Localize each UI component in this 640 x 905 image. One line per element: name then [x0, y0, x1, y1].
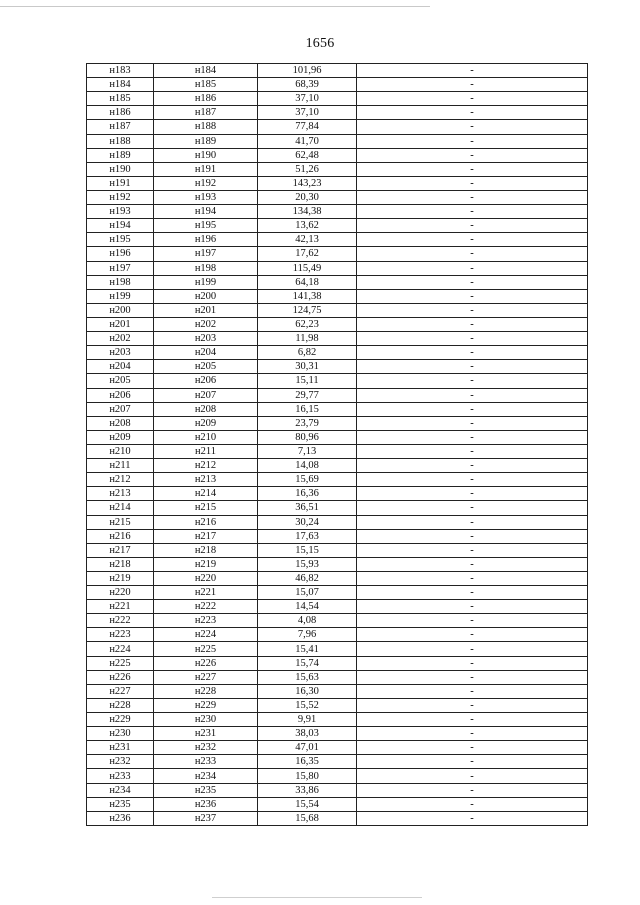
- table-row: [87, 176, 588, 190]
- from-point-cell: н217: [87, 543, 154, 557]
- table-row: [87, 713, 588, 727]
- length-cell: 15,15: [258, 543, 357, 557]
- note-cell: -: [357, 92, 588, 106]
- to-point-cell: н211: [154, 444, 258, 458]
- to-point-cell: н203: [154, 332, 258, 346]
- to-point-cell: н210: [154, 430, 258, 444]
- table-row: [87, 755, 588, 769]
- note-cell: -: [357, 289, 588, 303]
- to-point-cell: н202: [154, 317, 258, 331]
- table-row: [87, 190, 588, 204]
- to-point-cell: н219: [154, 557, 258, 571]
- table-row: [87, 430, 588, 444]
- from-point-cell: н197: [87, 261, 154, 275]
- length-cell: 17,62: [258, 247, 357, 261]
- note-cell: -: [357, 444, 588, 458]
- from-point-cell: н224: [87, 642, 154, 656]
- table-row: [87, 586, 588, 600]
- table-row: [87, 797, 588, 811]
- note-cell: -: [357, 543, 588, 557]
- table-row: [87, 360, 588, 374]
- to-point-cell: н222: [154, 600, 258, 614]
- length-cell: 6,82: [258, 346, 357, 360]
- note-cell: -: [357, 628, 588, 642]
- table-row: [87, 473, 588, 487]
- table-row: [87, 444, 588, 458]
- length-cell: 143,23: [258, 176, 357, 190]
- length-cell: 37,10: [258, 106, 357, 120]
- to-point-cell: н215: [154, 501, 258, 515]
- from-point-cell: н205: [87, 374, 154, 388]
- table-row: [87, 92, 588, 106]
- from-point-cell: н200: [87, 303, 154, 317]
- note-cell: -: [357, 134, 588, 148]
- from-point-cell: н213: [87, 487, 154, 501]
- note-cell: -: [357, 176, 588, 190]
- from-point-cell: н185: [87, 92, 154, 106]
- scan-edge-line-top: [0, 6, 430, 7]
- to-point-cell: н191: [154, 162, 258, 176]
- to-point-cell: н226: [154, 656, 258, 670]
- to-point-cell: н206: [154, 374, 258, 388]
- from-point-cell: н234: [87, 783, 154, 797]
- note-cell: -: [357, 571, 588, 585]
- table-row: [87, 557, 588, 571]
- to-point-cell: н235: [154, 783, 258, 797]
- to-point-cell: н213: [154, 473, 258, 487]
- from-point-cell: н188: [87, 134, 154, 148]
- from-point-cell: н202: [87, 332, 154, 346]
- length-cell: 16,30: [258, 684, 357, 698]
- note-cell: -: [357, 459, 588, 473]
- to-point-cell: н236: [154, 797, 258, 811]
- length-cell: 37,10: [258, 92, 357, 106]
- note-cell: -: [357, 148, 588, 162]
- length-cell: 15,52: [258, 698, 357, 712]
- length-cell: 23,79: [258, 416, 357, 430]
- table-row: [87, 783, 588, 797]
- length-cell: 29,77: [258, 388, 357, 402]
- length-cell: 38,03: [258, 727, 357, 741]
- note-cell: -: [357, 670, 588, 684]
- from-point-cell: н194: [87, 219, 154, 233]
- length-cell: 14,54: [258, 600, 357, 614]
- to-point-cell: н227: [154, 670, 258, 684]
- table-row: [87, 642, 588, 656]
- length-cell: 9,91: [258, 713, 357, 727]
- length-cell: 15,41: [258, 642, 357, 656]
- from-point-cell: н199: [87, 289, 154, 303]
- length-cell: 16,35: [258, 755, 357, 769]
- from-point-cell: н184: [87, 78, 154, 92]
- from-point-cell: н227: [87, 684, 154, 698]
- from-point-cell: н183: [87, 64, 154, 78]
- note-cell: -: [357, 529, 588, 543]
- table-row: [87, 346, 588, 360]
- table-body: [87, 64, 588, 826]
- to-point-cell: н199: [154, 275, 258, 289]
- to-point-cell: н197: [154, 247, 258, 261]
- note-cell: -: [357, 473, 588, 487]
- to-point-cell: н229: [154, 698, 258, 712]
- length-cell: 15,63: [258, 670, 357, 684]
- table-row: [87, 275, 588, 289]
- to-point-cell: н184: [154, 64, 258, 78]
- note-cell: -: [357, 388, 588, 402]
- note-cell: -: [357, 64, 588, 78]
- note-cell: -: [357, 247, 588, 261]
- length-cell: 15,93: [258, 557, 357, 571]
- table-row: [87, 543, 588, 557]
- table-row: [87, 459, 588, 473]
- length-cell: 30,31: [258, 360, 357, 374]
- note-cell: -: [357, 656, 588, 670]
- length-cell: 4,08: [258, 614, 357, 628]
- boundary-segments-table: [86, 63, 588, 826]
- table-row: [87, 670, 588, 684]
- table-row: [87, 698, 588, 712]
- from-point-cell: н235: [87, 797, 154, 811]
- table-row: [87, 120, 588, 134]
- from-point-cell: н190: [87, 162, 154, 176]
- note-cell: -: [357, 106, 588, 120]
- from-point-cell: н211: [87, 459, 154, 473]
- from-point-cell: н201: [87, 317, 154, 331]
- table-row: [87, 219, 588, 233]
- note-cell: -: [357, 233, 588, 247]
- to-point-cell: н214: [154, 487, 258, 501]
- length-cell: 124,75: [258, 303, 357, 317]
- table-row: [87, 205, 588, 219]
- note-cell: -: [357, 303, 588, 317]
- from-point-cell: н207: [87, 402, 154, 416]
- from-point-cell: н226: [87, 670, 154, 684]
- table-row: [87, 727, 588, 741]
- from-point-cell: н233: [87, 769, 154, 783]
- table-row: [87, 388, 588, 402]
- from-point-cell: н212: [87, 473, 154, 487]
- to-point-cell: н225: [154, 642, 258, 656]
- to-point-cell: н217: [154, 529, 258, 543]
- note-cell: -: [357, 487, 588, 501]
- length-cell: 41,70: [258, 134, 357, 148]
- table-row: [87, 78, 588, 92]
- length-cell: 80,96: [258, 430, 357, 444]
- length-cell: 101,96: [258, 64, 357, 78]
- note-cell: -: [357, 797, 588, 811]
- note-cell: -: [357, 120, 588, 134]
- to-point-cell: н209: [154, 416, 258, 430]
- note-cell: -: [357, 360, 588, 374]
- length-cell: 62,48: [258, 148, 357, 162]
- table-row: [87, 247, 588, 261]
- from-point-cell: н193: [87, 205, 154, 219]
- length-cell: 115,49: [258, 261, 357, 275]
- note-cell: -: [357, 261, 588, 275]
- note-cell: -: [357, 374, 588, 388]
- table-row: [87, 332, 588, 346]
- note-cell: -: [357, 219, 588, 233]
- from-point-cell: н192: [87, 190, 154, 204]
- note-cell: -: [357, 162, 588, 176]
- table-row: [87, 261, 588, 275]
- to-point-cell: н186: [154, 92, 258, 106]
- to-point-cell: н194: [154, 205, 258, 219]
- length-cell: 42,13: [258, 233, 357, 247]
- table-row: [87, 684, 588, 698]
- length-cell: 11,98: [258, 332, 357, 346]
- to-point-cell: н231: [154, 727, 258, 741]
- from-point-cell: н222: [87, 614, 154, 628]
- from-point-cell: н189: [87, 148, 154, 162]
- table-row: [87, 402, 588, 416]
- length-cell: 77,84: [258, 120, 357, 134]
- to-point-cell: н188: [154, 120, 258, 134]
- length-cell: 16,36: [258, 487, 357, 501]
- to-point-cell: н185: [154, 78, 258, 92]
- table-row: [87, 811, 588, 825]
- length-cell: 15,11: [258, 374, 357, 388]
- from-point-cell: н186: [87, 106, 154, 120]
- length-cell: 15,74: [258, 656, 357, 670]
- to-point-cell: н207: [154, 388, 258, 402]
- from-point-cell: н215: [87, 515, 154, 529]
- length-cell: 47,01: [258, 741, 357, 755]
- from-point-cell: н221: [87, 600, 154, 614]
- from-point-cell: н220: [87, 586, 154, 600]
- note-cell: -: [357, 557, 588, 571]
- table-row: [87, 614, 588, 628]
- table-row: [87, 487, 588, 501]
- table-row: [87, 64, 588, 78]
- from-point-cell: н204: [87, 360, 154, 374]
- to-point-cell: н237: [154, 811, 258, 825]
- table-row: [87, 628, 588, 642]
- length-cell: 20,30: [258, 190, 357, 204]
- to-point-cell: н195: [154, 219, 258, 233]
- length-cell: 14,08: [258, 459, 357, 473]
- length-cell: 68,39: [258, 78, 357, 92]
- from-point-cell: н206: [87, 388, 154, 402]
- table-row: [87, 416, 588, 430]
- to-point-cell: н218: [154, 543, 258, 557]
- note-cell: -: [357, 600, 588, 614]
- length-cell: 62,23: [258, 317, 357, 331]
- table-row: [87, 656, 588, 670]
- to-point-cell: н204: [154, 346, 258, 360]
- page-number: 1656: [305, 36, 335, 51]
- note-cell: -: [357, 642, 588, 656]
- from-point-cell: н191: [87, 176, 154, 190]
- length-cell: 141,38: [258, 289, 357, 303]
- length-cell: 15,68: [258, 811, 357, 825]
- table-row: [87, 571, 588, 585]
- note-cell: -: [357, 698, 588, 712]
- length-cell: 134,38: [258, 205, 357, 219]
- length-cell: 15,80: [258, 769, 357, 783]
- from-point-cell: н219: [87, 571, 154, 585]
- to-point-cell: н200: [154, 289, 258, 303]
- to-point-cell: н216: [154, 515, 258, 529]
- to-point-cell: н192: [154, 176, 258, 190]
- note-cell: -: [357, 501, 588, 515]
- table-row: [87, 289, 588, 303]
- table-row: [87, 233, 588, 247]
- note-cell: -: [357, 811, 588, 825]
- from-point-cell: н209: [87, 430, 154, 444]
- to-point-cell: н189: [154, 134, 258, 148]
- note-cell: -: [357, 515, 588, 529]
- table-row: [87, 134, 588, 148]
- note-cell: -: [357, 769, 588, 783]
- length-cell: 36,51: [258, 501, 357, 515]
- from-point-cell: н232: [87, 755, 154, 769]
- to-point-cell: н220: [154, 571, 258, 585]
- note-cell: -: [357, 190, 588, 204]
- note-cell: -: [357, 614, 588, 628]
- note-cell: -: [357, 430, 588, 444]
- note-cell: -: [357, 346, 588, 360]
- table-row: [87, 374, 588, 388]
- from-point-cell: н230: [87, 727, 154, 741]
- from-point-cell: н229: [87, 713, 154, 727]
- note-cell: -: [357, 205, 588, 219]
- note-cell: -: [357, 684, 588, 698]
- table-row: [87, 600, 588, 614]
- table-row: [87, 317, 588, 331]
- to-point-cell: н234: [154, 769, 258, 783]
- table-row: [87, 741, 588, 755]
- table-row: [87, 515, 588, 529]
- from-point-cell: н236: [87, 811, 154, 825]
- from-point-cell: н225: [87, 656, 154, 670]
- from-point-cell: н231: [87, 741, 154, 755]
- length-cell: 7,96: [258, 628, 357, 642]
- to-point-cell: н232: [154, 741, 258, 755]
- length-cell: 46,82: [258, 571, 357, 585]
- to-point-cell: н208: [154, 402, 258, 416]
- table-row: [87, 162, 588, 176]
- table-row: [87, 106, 588, 120]
- length-cell: 30,24: [258, 515, 357, 529]
- note-cell: -: [357, 402, 588, 416]
- from-point-cell: н198: [87, 275, 154, 289]
- note-cell: -: [357, 783, 588, 797]
- note-cell: -: [357, 332, 588, 346]
- note-cell: -: [357, 416, 588, 430]
- length-cell: 15,54: [258, 797, 357, 811]
- to-point-cell: н233: [154, 755, 258, 769]
- from-point-cell: н195: [87, 233, 154, 247]
- length-cell: 33,86: [258, 783, 357, 797]
- note-cell: -: [357, 741, 588, 755]
- to-point-cell: н223: [154, 614, 258, 628]
- length-cell: 51,26: [258, 162, 357, 176]
- note-cell: -: [357, 78, 588, 92]
- length-cell: 64,18: [258, 275, 357, 289]
- from-point-cell: н196: [87, 247, 154, 261]
- from-point-cell: н203: [87, 346, 154, 360]
- from-point-cell: н223: [87, 628, 154, 642]
- from-point-cell: н210: [87, 444, 154, 458]
- table-row: [87, 769, 588, 783]
- from-point-cell: н214: [87, 501, 154, 515]
- from-point-cell: н208: [87, 416, 154, 430]
- from-point-cell: н228: [87, 698, 154, 712]
- table-row: [87, 501, 588, 515]
- from-point-cell: н218: [87, 557, 154, 571]
- from-point-cell: н187: [87, 120, 154, 134]
- from-point-cell: н216: [87, 529, 154, 543]
- to-point-cell: н205: [154, 360, 258, 374]
- to-point-cell: н198: [154, 261, 258, 275]
- to-point-cell: н193: [154, 190, 258, 204]
- note-cell: -: [357, 713, 588, 727]
- to-point-cell: н224: [154, 628, 258, 642]
- to-point-cell: н228: [154, 684, 258, 698]
- to-point-cell: н190: [154, 148, 258, 162]
- to-point-cell: н196: [154, 233, 258, 247]
- length-cell: 15,69: [258, 473, 357, 487]
- length-cell: 16,15: [258, 402, 357, 416]
- to-point-cell: н201: [154, 303, 258, 317]
- scan-edge-line-bottom: [212, 897, 422, 898]
- to-point-cell: н230: [154, 713, 258, 727]
- table-row: [87, 529, 588, 543]
- note-cell: -: [357, 586, 588, 600]
- length-cell: 13,62: [258, 219, 357, 233]
- note-cell: -: [357, 275, 588, 289]
- to-point-cell: н187: [154, 106, 258, 120]
- to-point-cell: н212: [154, 459, 258, 473]
- note-cell: -: [357, 317, 588, 331]
- table-row: [87, 148, 588, 162]
- note-cell: -: [357, 727, 588, 741]
- note-cell: -: [357, 755, 588, 769]
- length-cell: 7,13: [258, 444, 357, 458]
- length-cell: 17,63: [258, 529, 357, 543]
- table-row: [87, 303, 588, 317]
- length-cell: 15,07: [258, 586, 357, 600]
- to-point-cell: н221: [154, 586, 258, 600]
